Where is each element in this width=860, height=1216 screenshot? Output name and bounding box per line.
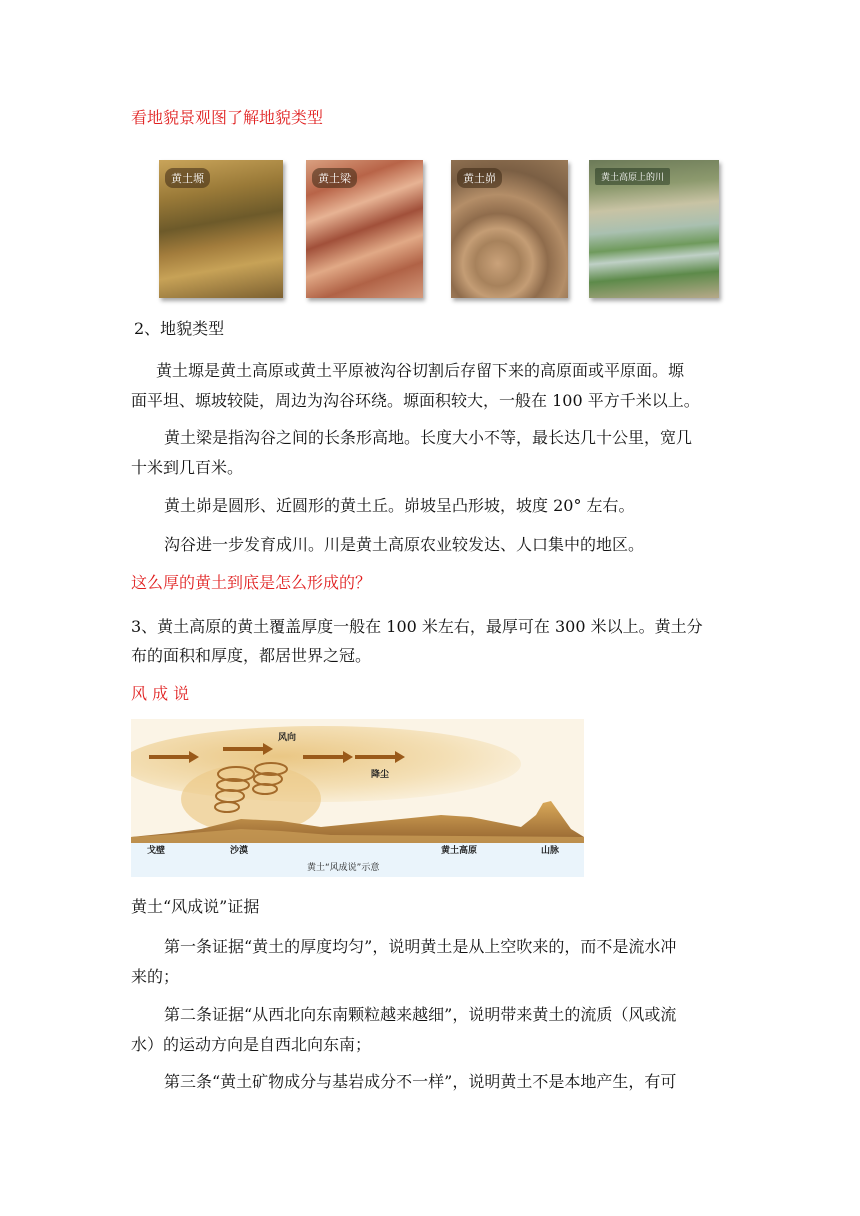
section3-line1: 3、黄土高原的黄土覆盖厚度一般在 100 米左右，最厚可在 300 米以上。黄土分 — [131, 617, 703, 636]
loess-plateau-label: 黄土高原 — [441, 846, 478, 856]
wind-direction-label: 风向 — [278, 733, 297, 743]
paragraph-yuan-line1: 黄土塬是黄土高原或黄土平原被沟谷切割后存留下来的高原面或平原面。塬 — [156, 361, 685, 380]
paragraph-liang-line1: 黄土梁是指沟谷之间的长条形高地。长度大小不等，最长达几十公里，宽几 — [164, 428, 693, 447]
evidence1-line1: 第一条证据“黄土的厚度均匀”，说明黄土是从上空吹来的，而不是流水冲 — [164, 937, 677, 956]
photo-loess-mao — [451, 160, 568, 298]
evidence2-line2: 水）的运动方向是自西北向东南； — [131, 1035, 372, 1054]
photo-loess-yuan — [159, 160, 283, 298]
photo-label: 黄土峁 — [457, 168, 502, 188]
dust-fall-label: 降尘 — [371, 770, 390, 780]
question-heading: 这么厚的黄土到底是怎么形成的？ — [131, 573, 372, 592]
evidence2-line1: 第二条证据“从西北向东南颗粒越来越细”，说明带来黄土的流质（风或流 — [164, 1005, 677, 1024]
photo-label: 黄土梁 — [312, 168, 357, 188]
evidence1-line2: 来的； — [131, 967, 180, 986]
evidence3-line1: 第三条“黄土矿物成分与基岩成分不一样”，说明黄土不是本地产生，有可 — [164, 1072, 677, 1091]
section3-line2: 布的面积和厚度，都居世界之冠。 — [131, 646, 372, 665]
paragraph-chuan: 沟谷进一步发育成川。川是黄土高原农业较发达、人口集中的地区。 — [164, 535, 645, 554]
photo-label: 黄土塬 — [165, 168, 210, 188]
wind-theory-heading: 风 成 说 — [131, 684, 190, 703]
mountain-label: 山脉 — [541, 846, 560, 856]
photo-label: 黄土高原上的川 — [595, 168, 670, 185]
paragraph-liang-line2: 十米到几百米。 — [131, 458, 244, 477]
desert-label: 沙漠 — [230, 846, 249, 856]
photo-loess-chuan — [589, 160, 719, 298]
section-title-landform-types: 2、地貌类型 — [134, 319, 225, 338]
paragraph-mao: 黄土峁是圆形、近圆形的黄土丘。峁坡呈凸形坡，坡度 20° 左右。 — [164, 496, 635, 515]
evidence-heading: 黄土“风成说”证据 — [131, 897, 260, 916]
photo-loess-liang — [306, 160, 423, 298]
gobi-label: 戈壁 — [147, 846, 166, 856]
wind-theory-diagram — [131, 719, 584, 877]
paragraph-yuan-line2: 面平坦、塬坡较陡，周边为沟谷环绕。塬面积较大，一般在 100 平方千米以上。 — [131, 391, 700, 410]
section-heading-landform-photos: 看地貌景观图了解地貌类型 — [131, 108, 324, 127]
diagram-caption: 黄土“风成说”示意 — [307, 863, 380, 873]
